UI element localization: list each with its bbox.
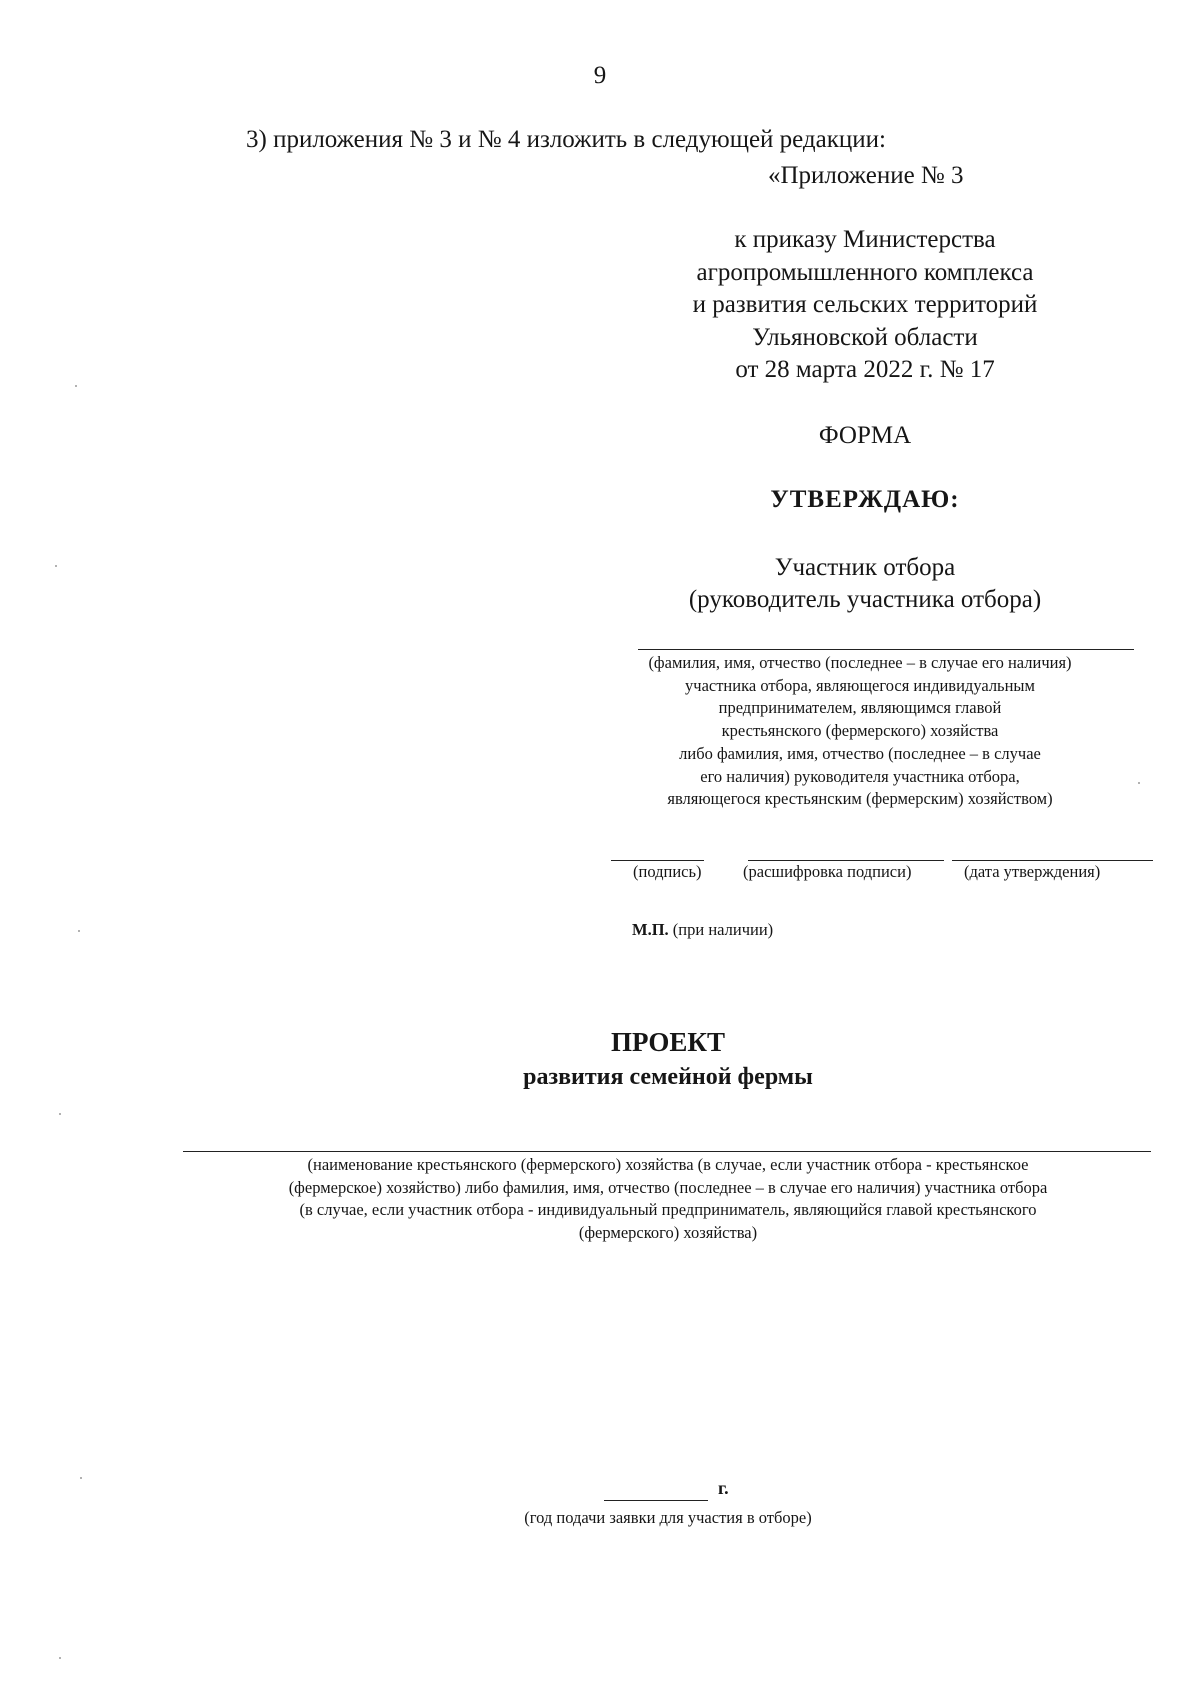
scan-speck — [80, 1477, 82, 1479]
scan-speck — [59, 1113, 61, 1115]
fio-note-line: являющегося крестьянским (фермерским) хозяйством) — [667, 789, 1053, 809]
signature-caption: (подпись) — [633, 862, 702, 881]
approver-line: (руководитель участника отбора) — [688, 586, 1042, 613]
scan-speck — [59, 1657, 61, 1659]
page-number: 9 — [593, 62, 607, 89]
stamp-condition: (при наличии) — [668, 920, 774, 939]
order-reference-line: к приказу Министерства — [734, 226, 996, 253]
approver-name-line — [638, 649, 1134, 650]
scan-speck — [1138, 782, 1140, 784]
year-line — [604, 1500, 708, 1501]
order-reference-line: и развития сельских территорий — [692, 291, 1038, 318]
order-reference-line: агропромышленного комплекса — [696, 258, 1034, 286]
farm-note-line: (наименование крестьянского (фермерского) хозяйства (в случае, если участник отбора - крестьянское — [307, 1155, 1029, 1174]
approve-heading: УТВЕРЖДАЮ: — [770, 486, 960, 513]
approver-line: Участник отбора — [774, 554, 956, 581]
approval-date-caption: (дата утверждения) — [964, 862, 1101, 881]
farm-note-line: (фермерское) хозяйство) либо фамилия, имя, отчество (последнее – в случае его наличия) участника отбора — [288, 1177, 1048, 1197]
order-reference-date: от 28 марта 2022 г. № 17 — [735, 356, 995, 383]
fio-note-line: предпринимателем, являющимся главой — [718, 698, 1002, 718]
approver-block — [640, 552, 1090, 616]
signature-decoding-caption: (расшифровка подписи) — [743, 862, 912, 881]
stamp-note — [632, 920, 773, 940]
order-reference-line: Ульяновской области — [752, 323, 978, 351]
project-subtitle: развития семейной фермы — [523, 1064, 813, 1090]
scan-speck — [55, 565, 57, 567]
farm-name-note — [183, 1154, 1153, 1244]
fio-note-line: крестьянского (фермерского) хозяйства — [721, 721, 999, 741]
scan-speck — [78, 930, 80, 932]
stamp-label: М.П. — [632, 920, 669, 939]
fio-note-line: либо фамилия, имя, отчество (последнее – в случае — [679, 743, 1041, 763]
project-title: ПРОЕКТ — [611, 1027, 725, 1057]
appendix-title: «Приложение № 3 — [768, 162, 964, 189]
farm-name-line — [183, 1151, 1151, 1152]
signature-decoding-line — [748, 860, 944, 861]
year-note: (год подачи заявки для участия в отборе) — [524, 1508, 812, 1527]
amendment-instruction: 3) приложения № 3 и № 4 изложить в следующей редакции: — [246, 126, 886, 153]
approval-date-line — [952, 860, 1153, 861]
fio-note-line: участника отбора, являющегося индивидуальным — [685, 675, 1035, 695]
fio-note — [600, 652, 1120, 811]
scan-speck — [75, 385, 77, 387]
fio-note-line: его наличия) руководителя участника отбора, — [700, 766, 1020, 786]
farm-note-line: (фермерского) хозяйства) — [578, 1222, 758, 1242]
order-reference — [640, 224, 1090, 387]
farm-note-line: (в случае, если участник отбора - индивидуальный предприниматель, являющийся главой крестьянского — [299, 1200, 1037, 1219]
year-suffix: г. — [718, 1478, 729, 1498]
fio-note-line: (фамилия, имя, отчество (последнее – в случае его наличия) — [648, 653, 1072, 672]
signature-line — [611, 860, 704, 861]
form-label: ФОРМА — [818, 422, 912, 449]
